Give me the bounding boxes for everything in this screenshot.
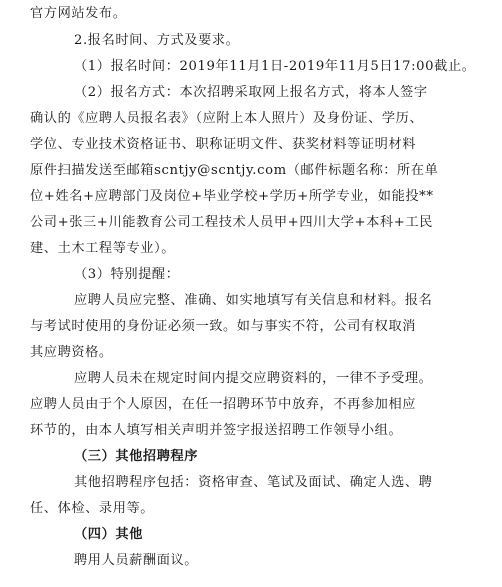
paragraph-line: （1）报名时间：2019年11月1日-2019年11月5日17:00截止。 xyxy=(74,59,476,74)
section-heading: （四）其他 xyxy=(74,527,143,542)
section-heading: （三）其他招聘程序 xyxy=(74,449,199,464)
paragraph-line: 确认的《应聘人员报名表》（应附上本人照片）及身份证、学历、 xyxy=(30,111,424,126)
paragraph-line: 其应聘资格。 xyxy=(30,345,113,360)
paragraph-line: 环节的，由本人填写相关声明并签字报送招聘工作领导小组。 xyxy=(30,423,403,438)
paragraph-line: （2）报名方式：本次招聘采取网上报名方式，将本人签字 xyxy=(74,85,428,100)
paragraph-line: 与考试时使用的身份证必须一致。如与事实不符，公司有权取消 xyxy=(30,319,417,334)
paragraph-line: （3）特别提醒： xyxy=(74,267,180,282)
paragraph-line: 应聘人员应完整、准确、如实地填写有关信息和材料。报名 xyxy=(74,293,433,308)
paragraph-line: 建、土木工程等专业）。 xyxy=(30,241,176,256)
paragraph-line: 2.报名时间、方式及要求。 xyxy=(74,33,240,48)
paragraph-line: 其他招聘程序包括：资格审查、笔试及面试、确定人选、聘 xyxy=(74,475,433,490)
paragraph-line: 位+姓名+应聘部门及岗位+毕业学校+学历+所学专业，如能投** xyxy=(30,189,434,204)
paragraph-line: 原件扫描发送至邮箱scntjy@scntjy.com（邮件标题名称：所在单 xyxy=(30,163,439,178)
paragraph-line: 聘用人员薪酬面议。 xyxy=(74,553,199,568)
paragraph-line: 应聘人员由于个人原因，在任一招聘环节中放弃，不再参加相应 xyxy=(30,397,417,412)
paragraph-line: 公司+张三+川能教育公司工程技术人员甲+四川大学+本科+工民 xyxy=(30,215,433,230)
paragraph-line: 应聘人员未在规定时间内提交应聘资料的，一律不予受理。 xyxy=(74,371,433,386)
paragraph-line: 任、体检、录用等。 xyxy=(30,501,155,516)
paragraph-line: 学位、专业技术资格证书、职称证明文件、获奖材料等证明材料 xyxy=(30,137,417,152)
paragraph-line: 官方网站发布。 xyxy=(30,6,127,21)
